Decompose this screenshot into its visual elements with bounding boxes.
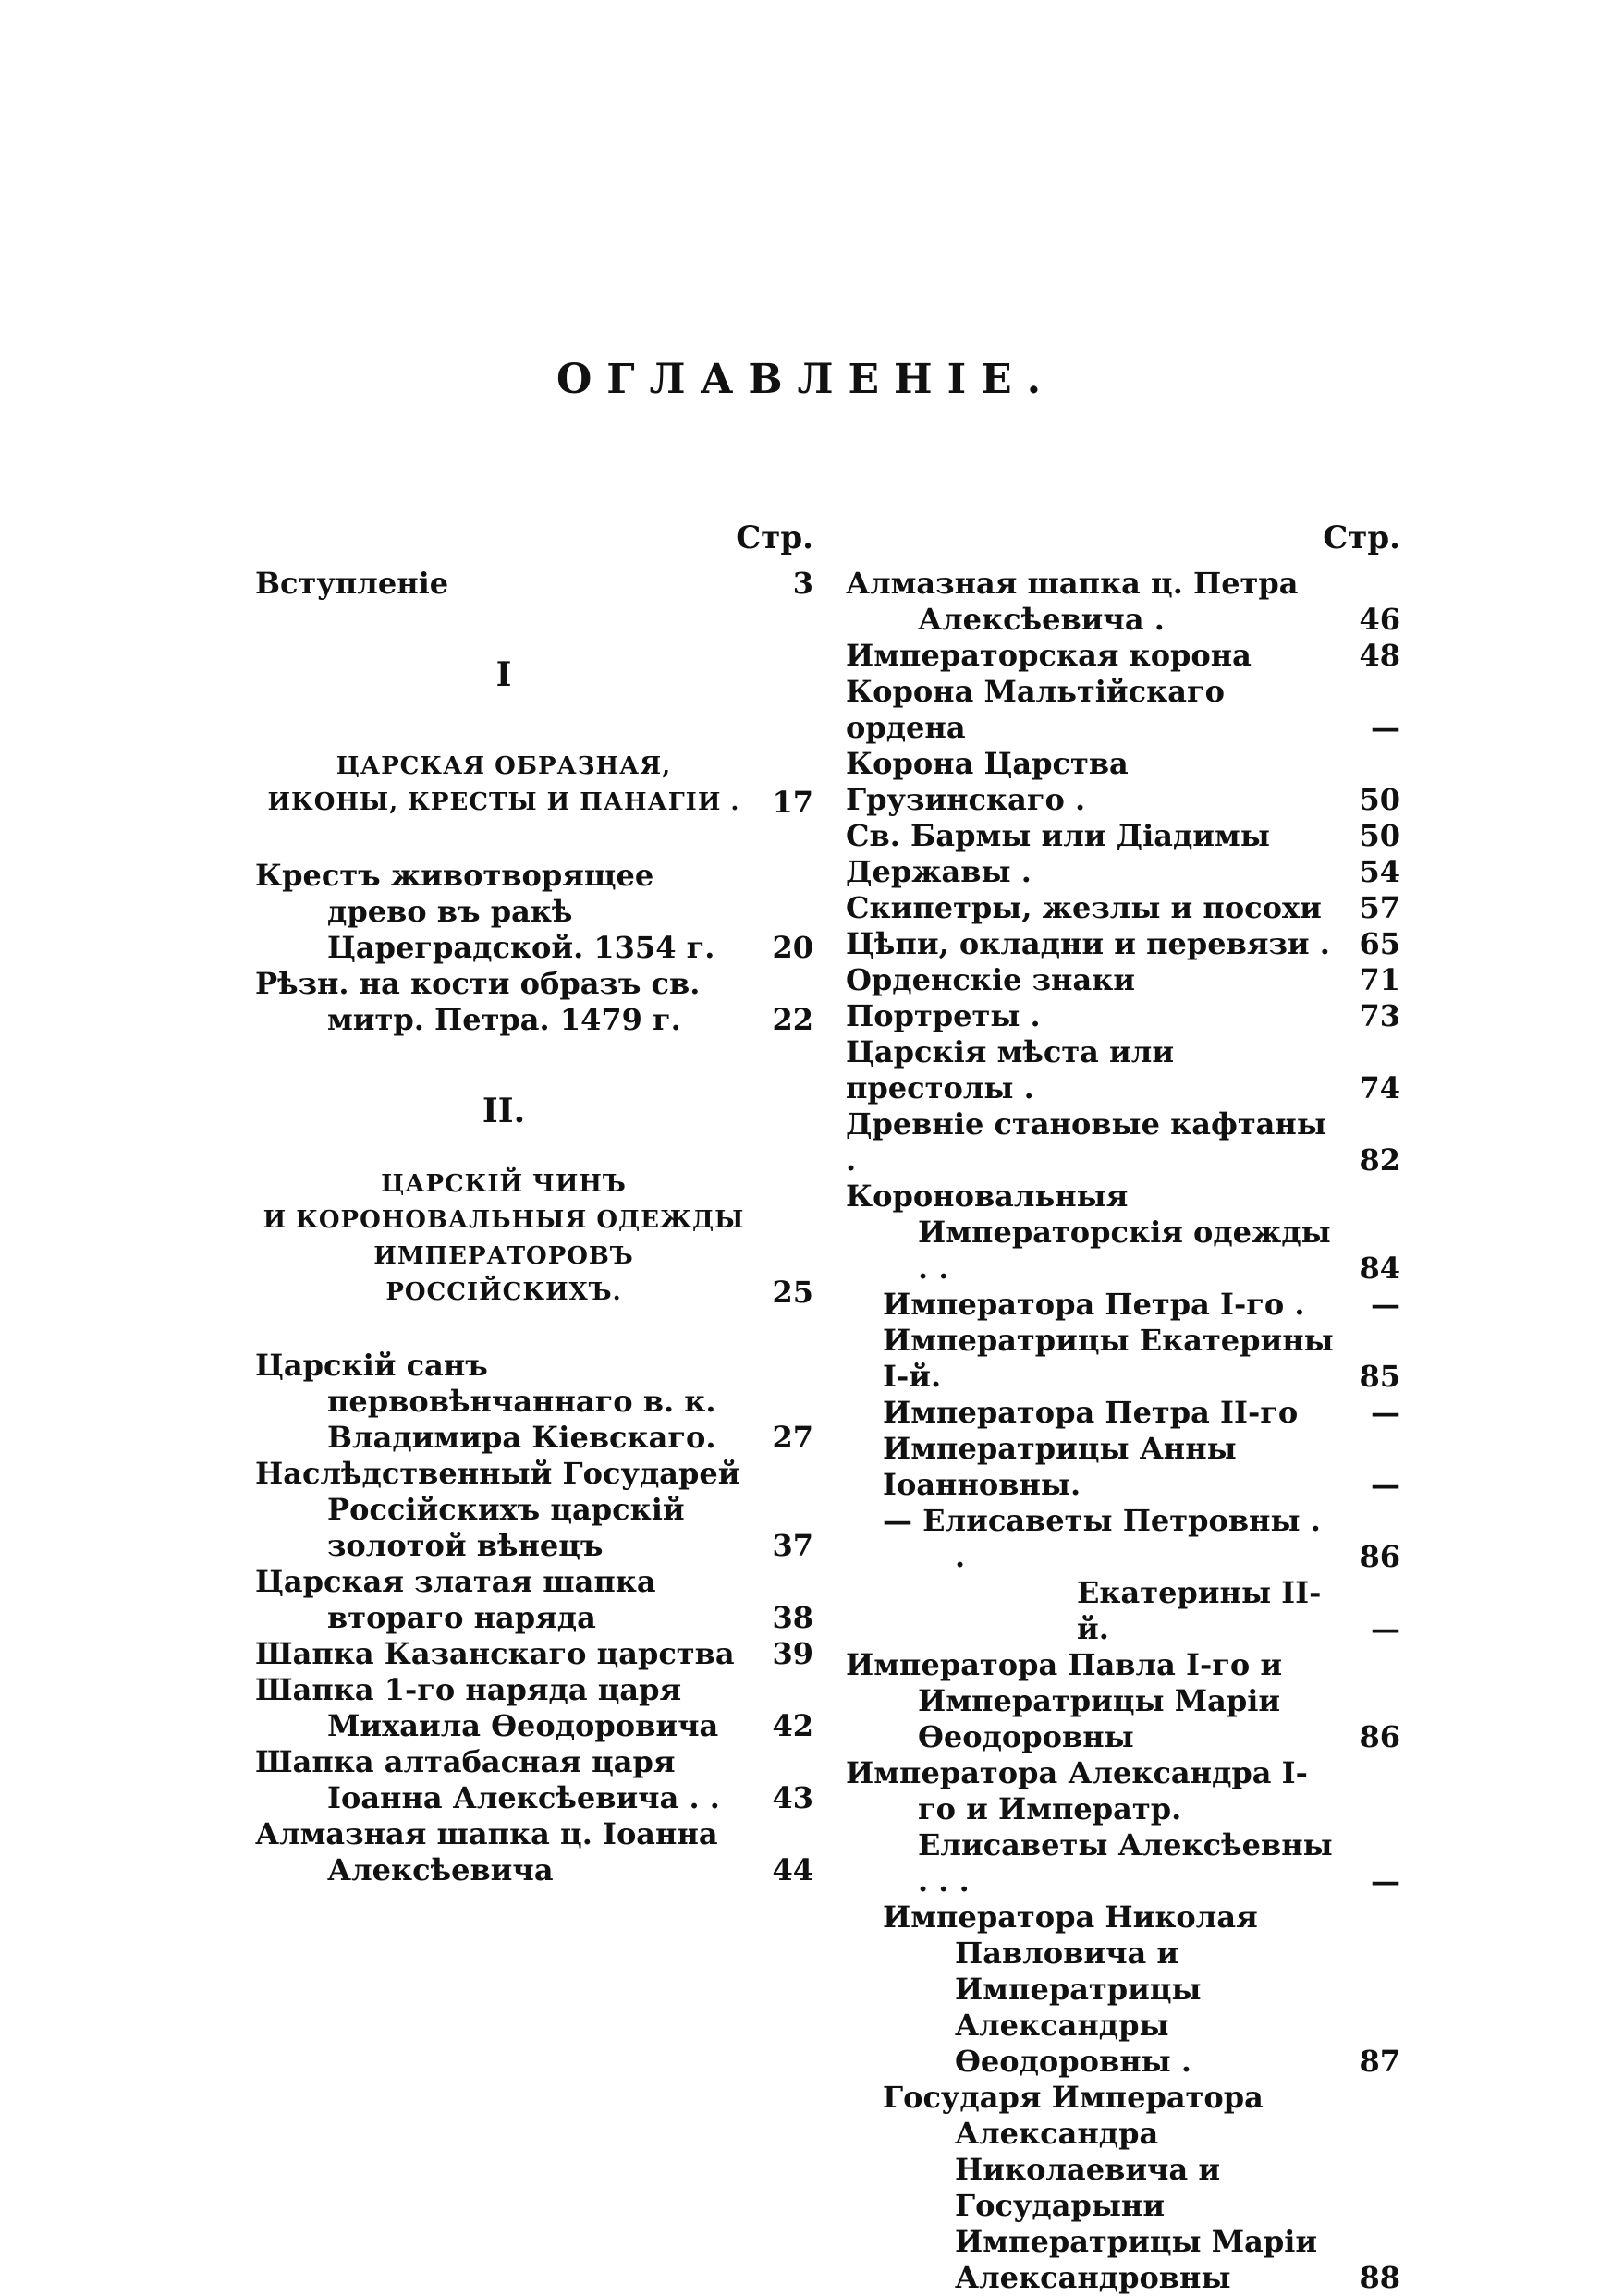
toc-entry: Державы . 54	[846, 854, 1400, 889]
toc-entry: Древніе становые кафтаны . 82	[846, 1106, 1400, 1178]
toc-subentry: — Елисаветы Петровны . . 86	[883, 1503, 1400, 1574]
toc-subentry: Государя Императора Александра Николаевича и Государыни Императрицы Маріи Александровны 88	[883, 2080, 1400, 2295]
toc-entry: Рѣзн. на кости образъ св. митр. Петра. 1479 г. 22	[255, 966, 813, 1037]
toc-entry: Цѣпи, окладни и перевязи . 65	[846, 926, 1400, 961]
toc-entry: Св. Бармы или Діадимы 50	[846, 818, 1400, 853]
toc-entry: Орденскіе знаки 71	[846, 962, 1400, 997]
section-number: I	[495, 655, 512, 694]
toc-entry: Корона Царства Грузинскаго . 50	[846, 746, 1400, 817]
toc-entry: Скипетры, жезлы и посохи 57	[846, 890, 1400, 925]
toc-entry: Наслѣдственный Государей Россійскихъ царскій золотой вѣнецъ 37	[255, 1456, 813, 1563]
page-column-header: Стр.	[736, 519, 813, 556]
toc-right-column	[846, 519, 1400, 2296]
toc-entry: Императорская корона 48	[846, 638, 1400, 673]
toc-subentry: Императрицы Екатерины I-й. 85	[883, 1323, 1400, 1394]
toc-entry: Портреты . 73	[846, 998, 1400, 1033]
toc-entry: Царскія мѣста или престолы . 74	[846, 1034, 1400, 1105]
section-heading: ЦАРСКІЙ ЧИНЪ	[381, 1170, 627, 1198]
toc-entry: Алмазная шапка ц. Петра Алексѣевича . 46	[846, 566, 1400, 637]
section-heading: И КОРОНОВАЛЬНЫЯ ОДЕЖДЫ ИМПЕРАТОРОВЪ РОССІЙСКИХЪ. 25	[263, 1206, 813, 1310]
toc-subentry: Императрицы Анны Іоанновны. —	[883, 1431, 1400, 1502]
toc-entry: Корона Мальтійскаго ордена —	[846, 674, 1400, 745]
toc-subentry: Екатерины II-й. —	[1077, 1575, 1400, 1646]
toc-entry: Шапка Казанскаго царства 39	[255, 1636, 813, 1671]
section-heading: ЦАРСКАЯ ОБРАЗНАЯ,	[336, 752, 672, 780]
toc-entry: Короновальныя Императорскія одежды . . 84	[846, 1179, 1400, 1286]
toc-left-column	[255, 519, 813, 1888]
toc-subentry: Императора Николая Павловича и Императрицы Александры Ѳеодоровны . 87	[883, 1899, 1400, 2079]
toc-entry: Императора Александра I-го и Императр. Елисаветы Алексѣевны . . . —	[846, 1755, 1400, 1899]
toc-entry: Вступленіе 3	[255, 566, 813, 601]
page-title: ОГЛАВЛЕНІЕ.	[556, 356, 1056, 403]
toc-subentry: Императора Петра I-го . —	[883, 1287, 1400, 1322]
toc-entry: Шапка 1-го наряда царя Михаила Ѳеодоровича 42	[255, 1672, 813, 1743]
section-heading: ИКОНЫ, КРЕСТЫ И ПАНАГІИ . 17	[267, 785, 813, 820]
toc-subentry: Императора Петра II-го —	[883, 1395, 1400, 1430]
section-number: II.	[482, 1092, 526, 1130]
toc-entry: Царскій санъ первовѣнчаннаго в. к. Владимира Кіевскаго. 27	[255, 1348, 813, 1455]
toc-entry: Крестъ животворящее древо въ ракѣ Цареградской. 1354 г. 20	[255, 858, 813, 965]
toc-entry: Шапка алтабасная царя Іоанна Алексѣевича . . 43	[255, 1744, 813, 1815]
toc-entry: Царская златая шапка втораго наряда 38	[255, 1564, 813, 1635]
toc-entry: Алмазная шапка ц. Іоанна Алексѣевича 44	[255, 1816, 813, 1887]
page-column-header: Стр.	[1323, 519, 1400, 556]
toc-entry: Императора Павла I-го и Императрицы Маріи Ѳеодоровны 86	[846, 1647, 1400, 1754]
